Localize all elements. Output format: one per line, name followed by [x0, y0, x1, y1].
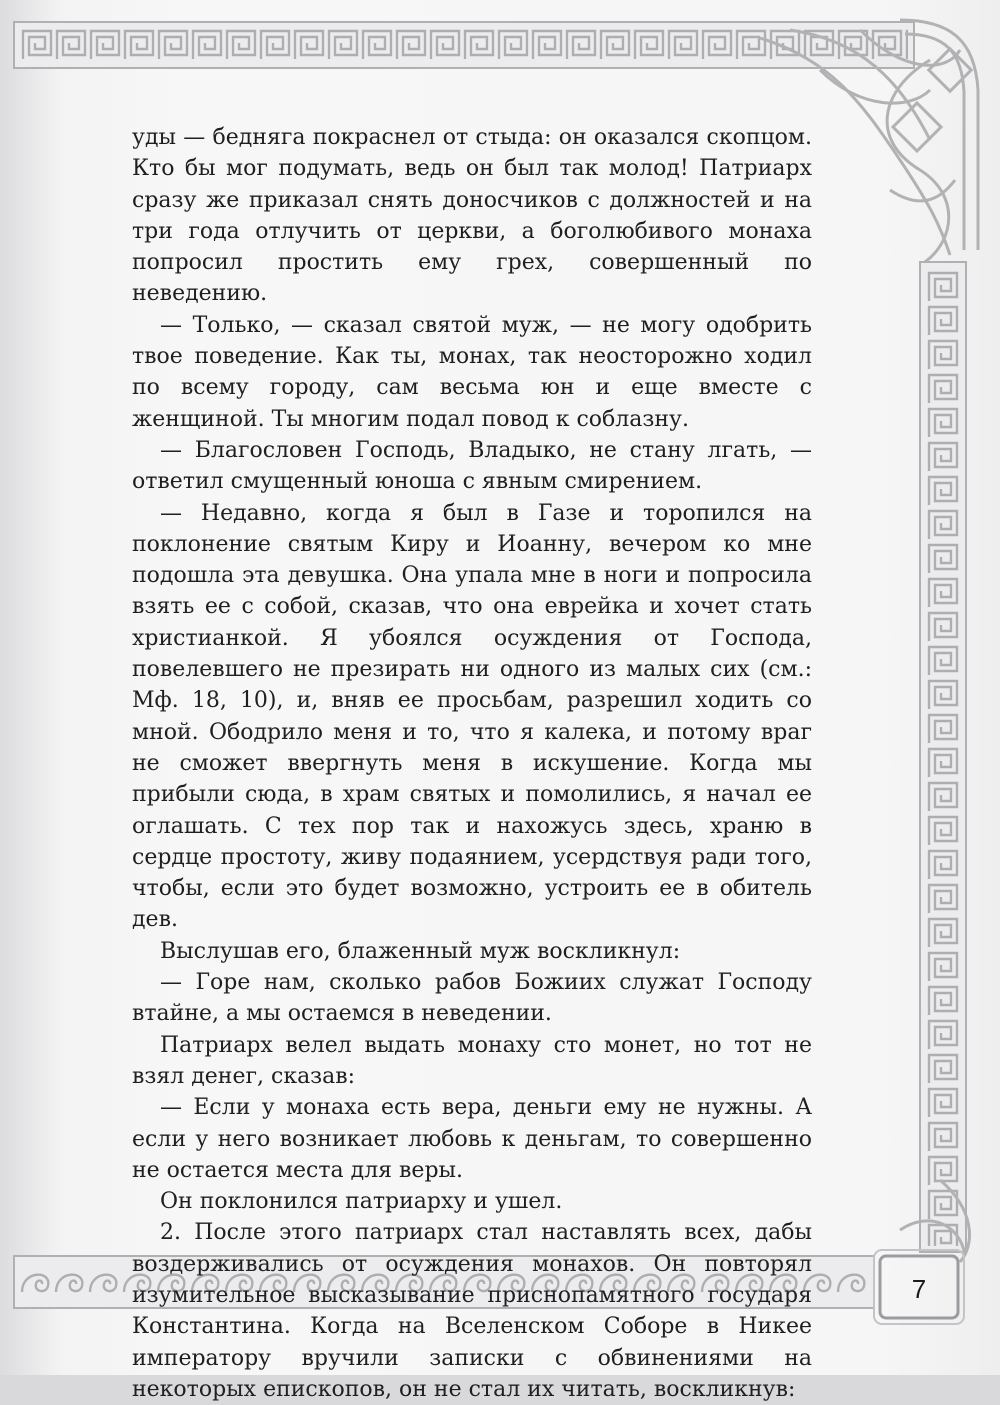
paragraph: 2. После этого патриарх стал наставлять всех, дабы воздерживались от осуждения монахов. Он повторял изумительное высказывание приснопамятного государя Константина. Когда на Вселенском Соборе в Никее императору вручили записки с обвинениями на некоторых епископов, он не стал их читать, воскликнув:: [132, 1220, 812, 1402]
paragraph: Он поклонился патриарху и ушел.: [160, 1189, 563, 1215]
paragraph: — Благословен Господь, Владыко, не стану лгать, — ответил смущенный юноша с явным смирением.: [132, 437, 812, 495]
right-meander-band: [920, 262, 966, 1252]
page-number: 7: [911, 1273, 927, 1304]
paragraph: Выслушав его, блаженный муж воскликнул:: [160, 938, 681, 964]
paragraph: — Только, — сказал святой муж, — не могу одобрить твое поведение. Как ты, монах, так неосторожно ходил по всему городу, сам весьма юн и еще вместе с женщиной. Ты многим подал повод к соблазну.: [132, 312, 812, 432]
body-text: [132, 122, 812, 1405]
paragraph: Патриарх велел выдать монаху сто монет, но тот не взял денег, сказав:: [132, 1032, 812, 1089]
paragraph: — Горе нам, сколько рабов Божиих служат Господу втайне, а мы остаемся в неведении.: [132, 970, 812, 1027]
paragraph: — Если у монаха есть вера, деньги ему не нужны. А если у него возникает любовь к деньгам, то совершенно не остается места для веры.: [132, 1095, 812, 1183]
paragraph: — Недавно, когда я был в Газе и торопился на поклонение святым Киру и Иоанну, вечером ко мне подошла эта девушка. Она упала мне в ноги и попросила взять ее с собой, сказав, что она еврейка и хочет стать христианкой. Я убоялся осуждения от Господа, повелевшего не презирать ни одного из малых сих (см.: Мф. 18, 10), и, вняв ее просьбам, разрешил ходить со мной. Ободрило меня и то, что я калека, и потому враг не сможет ввергнуть меня в искушение. Когда мы прибыли сюда, в храм святых и помолились, я начал ее оглашать. С тех пор так и нахожусь здесь, храню в сердце простоту, живу подаянием, усердствуя ради того, чтобы, если это будет возможно, устроить ее в обитель дев.: [132, 500, 812, 933]
paragraph: уды — бедняга покраснел от стыда: он оказался скопцом. Кто бы мог подумать, ведь он был так молод! Патриарх сразу же приказал снять доносчиков с должностей и на три года отлучить от церкви, а боголюбивого монаха попросил простить ему грех, совершенный по неведению.: [132, 125, 812, 307]
